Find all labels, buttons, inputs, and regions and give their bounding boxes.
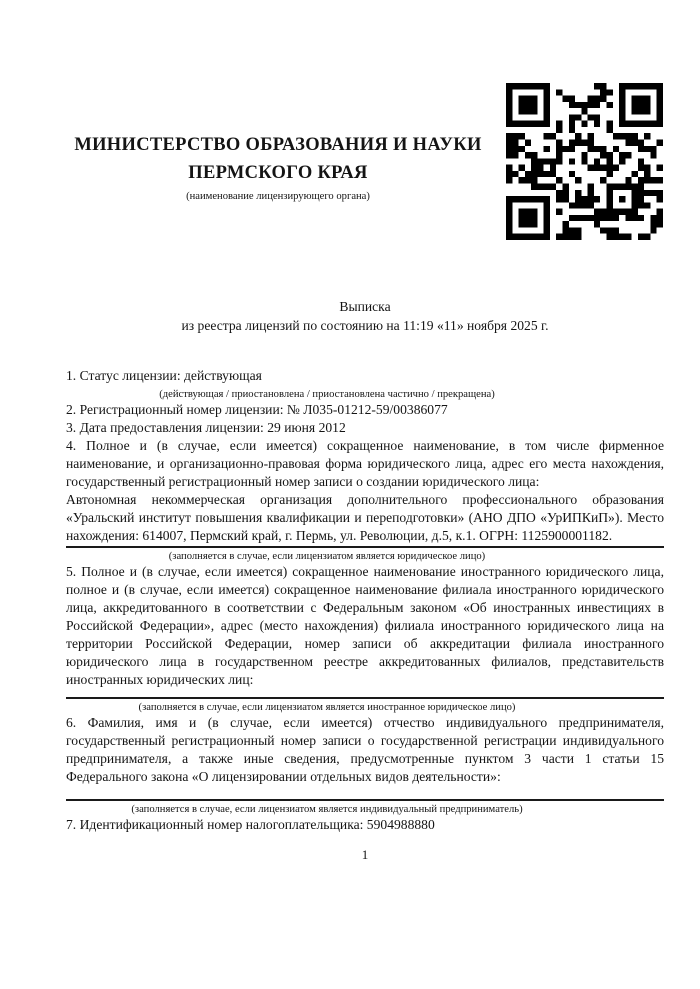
fill-in-line [66, 799, 664, 801]
field-hint-status: (действующая / приостановлена / приостановлена частично / прекращена) [159, 389, 495, 400]
field-legal-entity-label: 4. Полное и (в случае, если имеется) сокращенное наименование, в том числе фирменное наименование, и организационно-правовая форма юридического лица, адрес его места нахождения, государственный регистрационный номер записи о создании юридического лица: [66, 438, 664, 489]
field-grant-date: 3. Дата предоставления лицензии: 29 июня 2012 [66, 420, 346, 435]
fill-in-line [66, 697, 664, 699]
field-foreign-entity-label: 5. Полное и (в случае, если имеется) сокращенное наименование иностранного юридического лица, полное и (в случае, если имеется) сокращенное наименование филиала иностранного юридического лица, аккредитованного в соответствии с Федеральным законом «Об иностранных инвестициях в Российской Федерации», адрес (место нахождения) филиала иностранного юридического лица на территории Российской Федерации, номер записи об аккредитации филиала иностранного юридического лица в государственном реестре аккредитованных филиалов, представительств иностранных юридических лиц: [66, 564, 664, 687]
document-title-line1: Выписка [339, 299, 391, 314]
qr-code [506, 83, 663, 240]
field-taxpayer-number: 7. Идентификационный номер налогоплательщика: 5904988880 [66, 817, 435, 832]
field-hint-legal-entity: (заполняется в случае, если лицензиатом является юридическое лицо) [168, 551, 486, 562]
page-number: 1 [361, 847, 369, 862]
document-title-line2: из реестра лицензий по состоянию на 11:19 «11» ноября 2025 г. [181, 318, 549, 333]
field-hint-individual-entrepreneur: (заполняется в случае, если лицензиатом является индивидуальный предприниматель) [131, 804, 523, 815]
field-hint-foreign-entity: (заполняется в случае, если лицензиатом является иностранное юридическое лицо) [138, 702, 516, 713]
fill-in-line [66, 546, 664, 548]
field-license-status: 1. Статус лицензии: действующая [66, 368, 262, 383]
ministry-name-line2: ПЕРМСКОГО КРАЯ [188, 163, 368, 183]
field-legal-entity-value: Автономная некоммерческая организация дополнительного профессионального образования «Уральский институт повышения квалификации и переподготовки» (АНО ДПО «УрИПКиП»). Место нахождения: 614007, Пермский край, г. Пермь, ул. Революции, д.5, к.1. ОГРН: 1125900001182. [66, 492, 664, 543]
field-individual-entrepreneur-label: 6. Фамилия, имя и (в случае, если имеется) отчество индивидуального предпринимателя, государственный регистрационный номер записи о государственной регистрации индивидуального предпринимателя, а также иные сведения, предусмотренные пунктом 3 части 1 статьи 15 Федерального закона «О лицензировании отдельных видов деятельности»: [66, 715, 664, 784]
field-registration-number: 2. Регистрационный номер лицензии: № Л035-01212-59/00386077 [66, 402, 448, 417]
document-body [66, 367, 664, 862]
licensing-authority-header [64, 131, 492, 203]
ministry-name-line1: МИНИСТЕРСТВО ОБРАЗОВАНИЯ И НАУКИ [74, 135, 482, 155]
authority-caption: (наименование лицензирующего органа) [186, 191, 370, 202]
document-title [66, 297, 664, 335]
qr-code-image [506, 83, 663, 240]
